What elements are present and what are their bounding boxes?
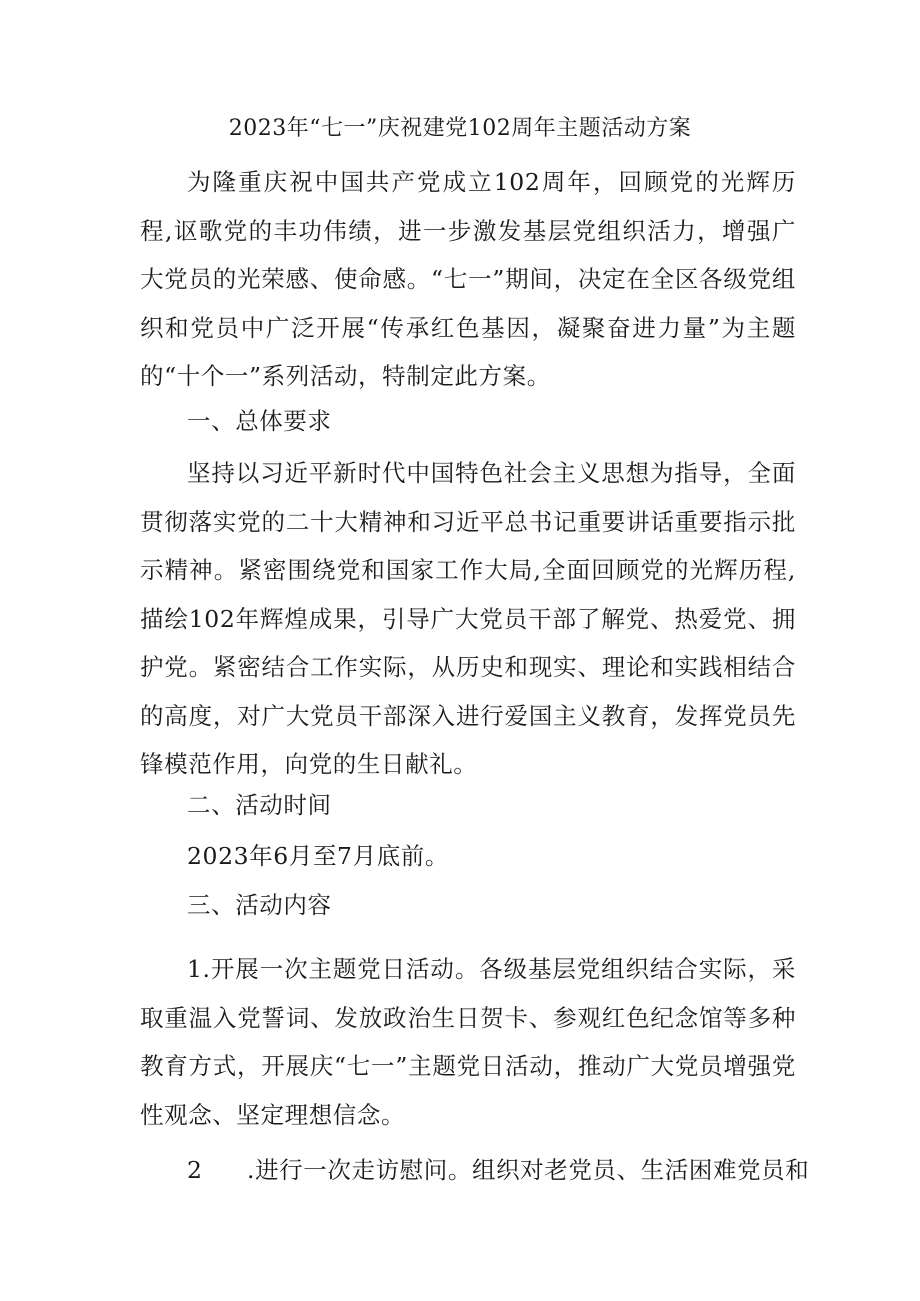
document-title: 2023年“七一”庆祝建党102周年主题活动方案 xyxy=(228,116,692,141)
activity-time-text: 2023年6月至7月底前。 xyxy=(187,842,450,870)
activity-item-2-text: .进行一次走访慰问。组织对老党员、生活困难党员和 xyxy=(247,1156,810,1184)
section-heading-activity-content: 三、活动内容 xyxy=(187,891,332,919)
activity-item-2-number: 2 xyxy=(187,1156,203,1184)
section-heading-activity-time: 二、活动时间 xyxy=(187,791,332,819)
section-heading-general-requirements: 一、总体要求 xyxy=(187,407,332,435)
general-requirements-paragraph: 坚持以习近平新时代中国特色社会主义思想为指导，全面贯彻落实党的二十大精神和习近平总书记重要讲话重要指示批示精神。紧密围绕党和国家工作大局,全面回顾党的光辉历程,描绘102年辉煌成果，引导广大党员干部了解党、热爱党、拥护党。紧密结合工作实际，从历史和现实、理论和实践相结合的高度，对广大党员干部深入进行爱国主义教育，发挥党员先锋模范作用，向党的生日献礼。 xyxy=(140,459,796,778)
intro-paragraph: 为隆重庆祝中国共产党成立102周年，回顾党的光辉历程,讴歌党的丰功伟绩，进一步激发基层党组织活力，增强广大党员的光荣感、使命感。“七一”期间，决定在全区各级党组织和党员中广泛开展“传承红色基因，凝聚奋进力量”为主题的“十个一”系列活动，特制定此方案。 xyxy=(140,168,796,390)
activity-item-1: 1.开展一次主题党日活动。各级基层党组织结合实际，采取重温入党誓词、发放政治生日贺卡、参观红色纪念馆等多种教育方式，开展庆“七一”主题党日活动，推动广大党员增强党性观念、坚定理想信念。 xyxy=(140,955,796,1129)
activity-item-2 xyxy=(187,1150,809,1190)
